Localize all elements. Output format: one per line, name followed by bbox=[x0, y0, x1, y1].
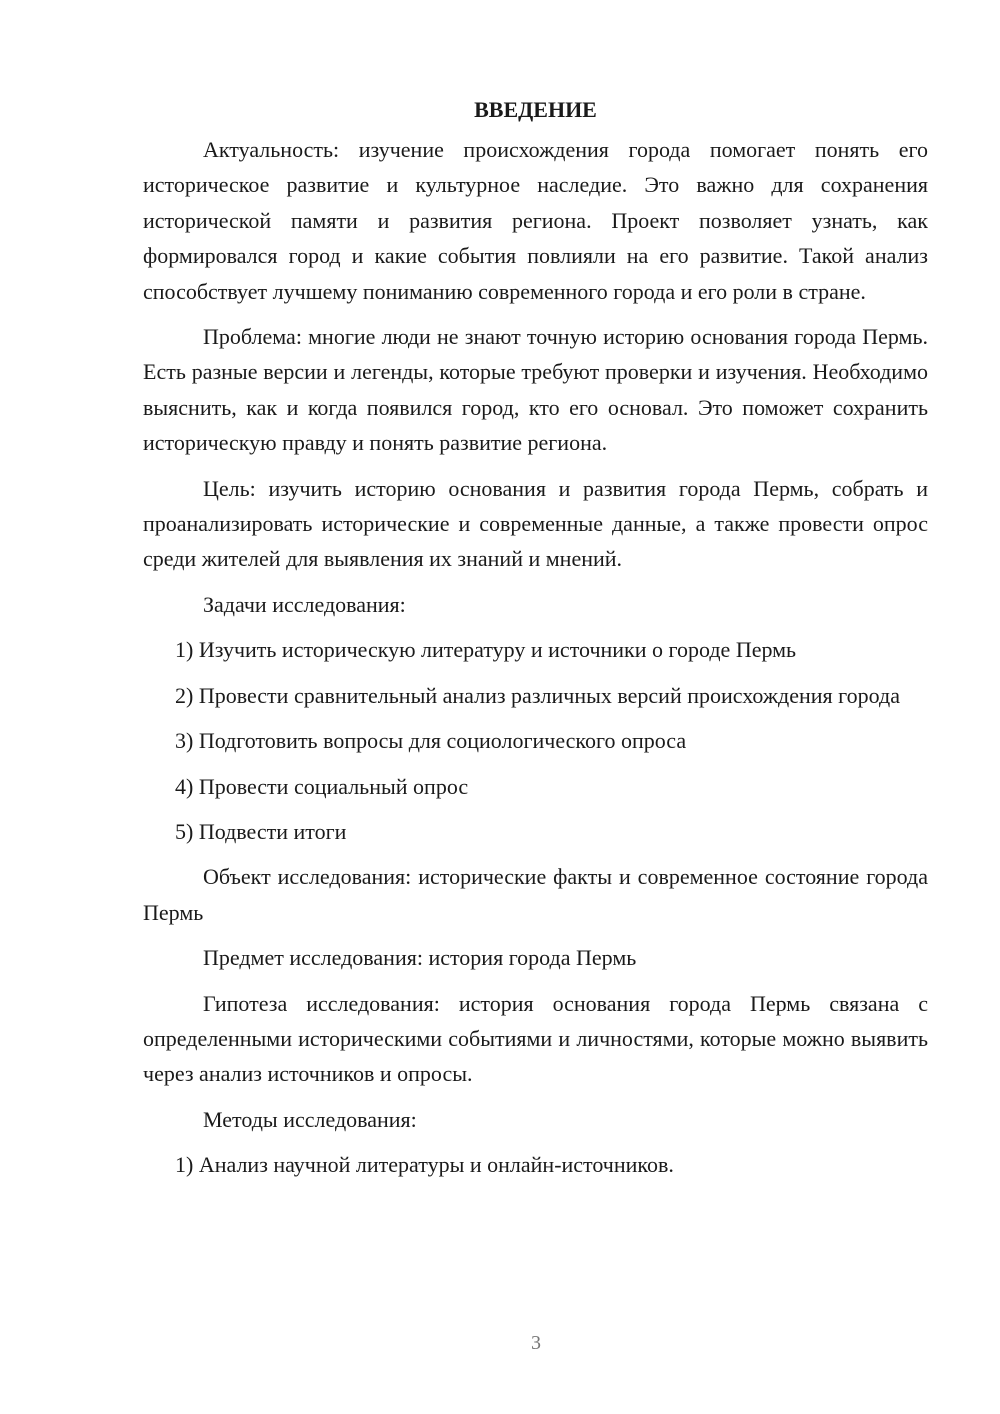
hypothesis-paragraph: Гипотеза исследования: история основания города Пермь связана с определенными историческими событиями и личностями, которые можно выявить через анализ источников и опросы. bbox=[143, 990, 928, 1087]
tasks-heading: Задачи исследования: bbox=[203, 591, 406, 617]
goal-paragraph: Цель: изучить историю основания и развития города Пермь, собрать и проанализировать исторические и современные данные, а также провести опрос среди жителей для выявления их знаний и мнений. bbox=[143, 475, 928, 572]
page-number: 3 bbox=[531, 1332, 541, 1354]
task-item: 2) Провести сравнительный анализ различных версий происхождения города bbox=[175, 682, 900, 708]
subject-paragraph: Предмет исследования: история города Пермь bbox=[203, 945, 637, 971]
task-item: 3) Подготовить вопросы для социологического опроса bbox=[175, 728, 687, 754]
object-paragraph: Объект исследования: исторические факты и современное состояние города Пермь bbox=[143, 864, 928, 925]
section-title: ВВЕДЕНИЕ bbox=[474, 97, 597, 122]
task-item: 4) Провести социальный опрос bbox=[175, 773, 469, 799]
methods-heading: Методы исследования: bbox=[203, 1106, 417, 1132]
task-item: 5) Подвести итоги bbox=[175, 818, 347, 844]
relevance-paragraph: Актуальность: изучение происхождения города помогает понять его историческое развитие и культурное наследие. Это важно для сохранения исторической памяти и развития региона. Проект позволяет узнать, как формировался город и какие события повлияли на его развитие. Такой анализ способствует лучшему пониманию современного города и его роли в стране. bbox=[143, 137, 928, 304]
document-page bbox=[143, 92, 928, 1193]
method-item: 1) Анализ научной литературы и онлайн-источников. bbox=[175, 1152, 674, 1178]
task-item: 1) Изучить историческую литературу и источники о городе Пермь bbox=[175, 637, 797, 663]
problem-paragraph: Проблема: многие люди не знают точную историю основания города Пермь. Есть разные версии и легенды, которые требуют проверки и изучения. Необходимо выяснить, как и когда появился город, кто его основал. Это поможет сохранить историческую правду и понять развитие региона. bbox=[143, 324, 928, 456]
